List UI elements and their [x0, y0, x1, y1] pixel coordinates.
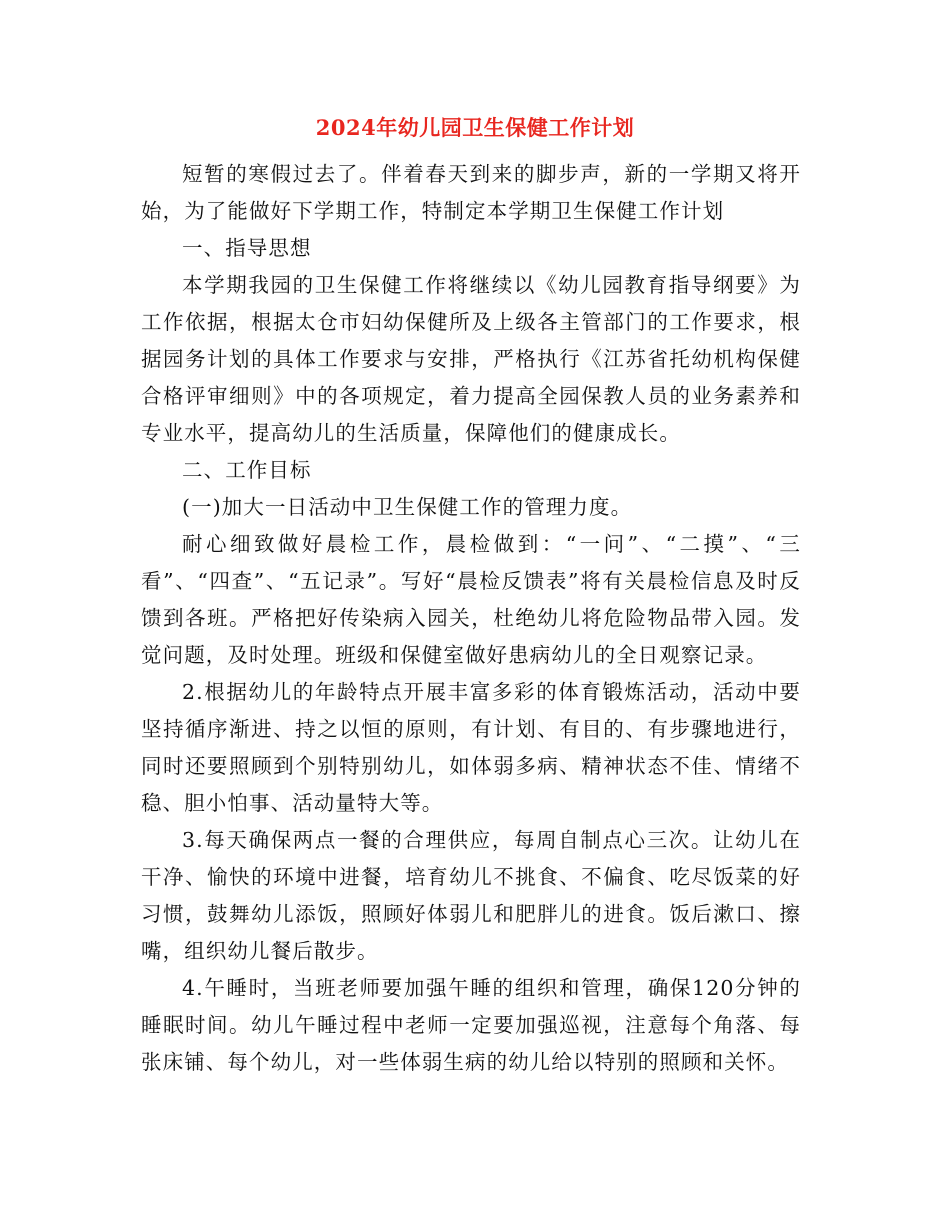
- subsection-heading-1: (一)加大一日活动中卫生保健工作的管理力度。: [182, 495, 633, 519]
- item-3-paragraph: 3.每天确保两点一餐的合理供应，每周自制点心三次。让幼儿在干净、愉快的环境中进餐，培育幼儿不挑食、不偏食、吃尽饭菜的好习惯，鼓舞幼儿添饭，照顾好体弱儿和肥胖儿的进食。饭后漱口、擦嘴，组织幼儿餐后散步。: [141, 828, 801, 963]
- document-body: [141, 156, 801, 1081]
- item-4-paragraph: 4.午睡时，当班老师要加强午睡的组织和管理，确保120分钟的睡眠时间。幼儿午睡过程中老师一定要加强巡视，注意每个角落、每张床铺、每个幼儿，对一些体弱生病的幼儿给以特别的照顾和关怀。: [141, 976, 801, 1074]
- morning-check-paragraph: 耐心细致做好晨检工作，晨检做到：“一问”、“二摸”、“三看”、“四查”、“五记录”。写好“晨检反馈表”将有关晨检信息及时反馈到各班。严格把好传染病入园关，杜绝幼儿将危险物品带入园。发觉问题，及时处理。班级和保健室做好患病幼儿的全日观察记录。: [141, 532, 801, 667]
- guiding-ideology-paragraph: 本学期我园的卫生保健工作将继续以《幼儿园教育指导纲要》为工作依据，根据太仓市妇幼保健所及上级各主管部门的工作要求，根据园务计划的具体工作要求与安排，严格执行《江苏省托幼机构保健合格评审细则》中的各项规定，着力提高全园保教人员的业务素养和专业水平，提高幼儿的生活质量，保障他们的健康成长。: [141, 273, 801, 445]
- intro-paragraph: 短暂的寒假过去了。伴着春天到来的脚步声，新的一学期又将开始，为了能做好下学期工作，特制定本学期卫生保健工作计划: [141, 162, 801, 223]
- section-heading-guiding-ideology: 一、指导思想: [182, 236, 312, 260]
- section-heading-work-goals: 二、工作目标: [182, 458, 312, 482]
- item-2-paragraph: 2.根据幼儿的年龄特点开展丰富多彩的体育锻炼活动，活动中要坚持循序渐进、持之以恒的原则，有计划、有目的、有步骤地进行，同时还要照顾到个别特别幼儿，如体弱多病、精神状态不佳、情绪不稳、胆小怕事、活动量特大等。: [141, 680, 801, 815]
- document-title: 2024年幼儿园卫生保健工作计划: [315, 115, 635, 140]
